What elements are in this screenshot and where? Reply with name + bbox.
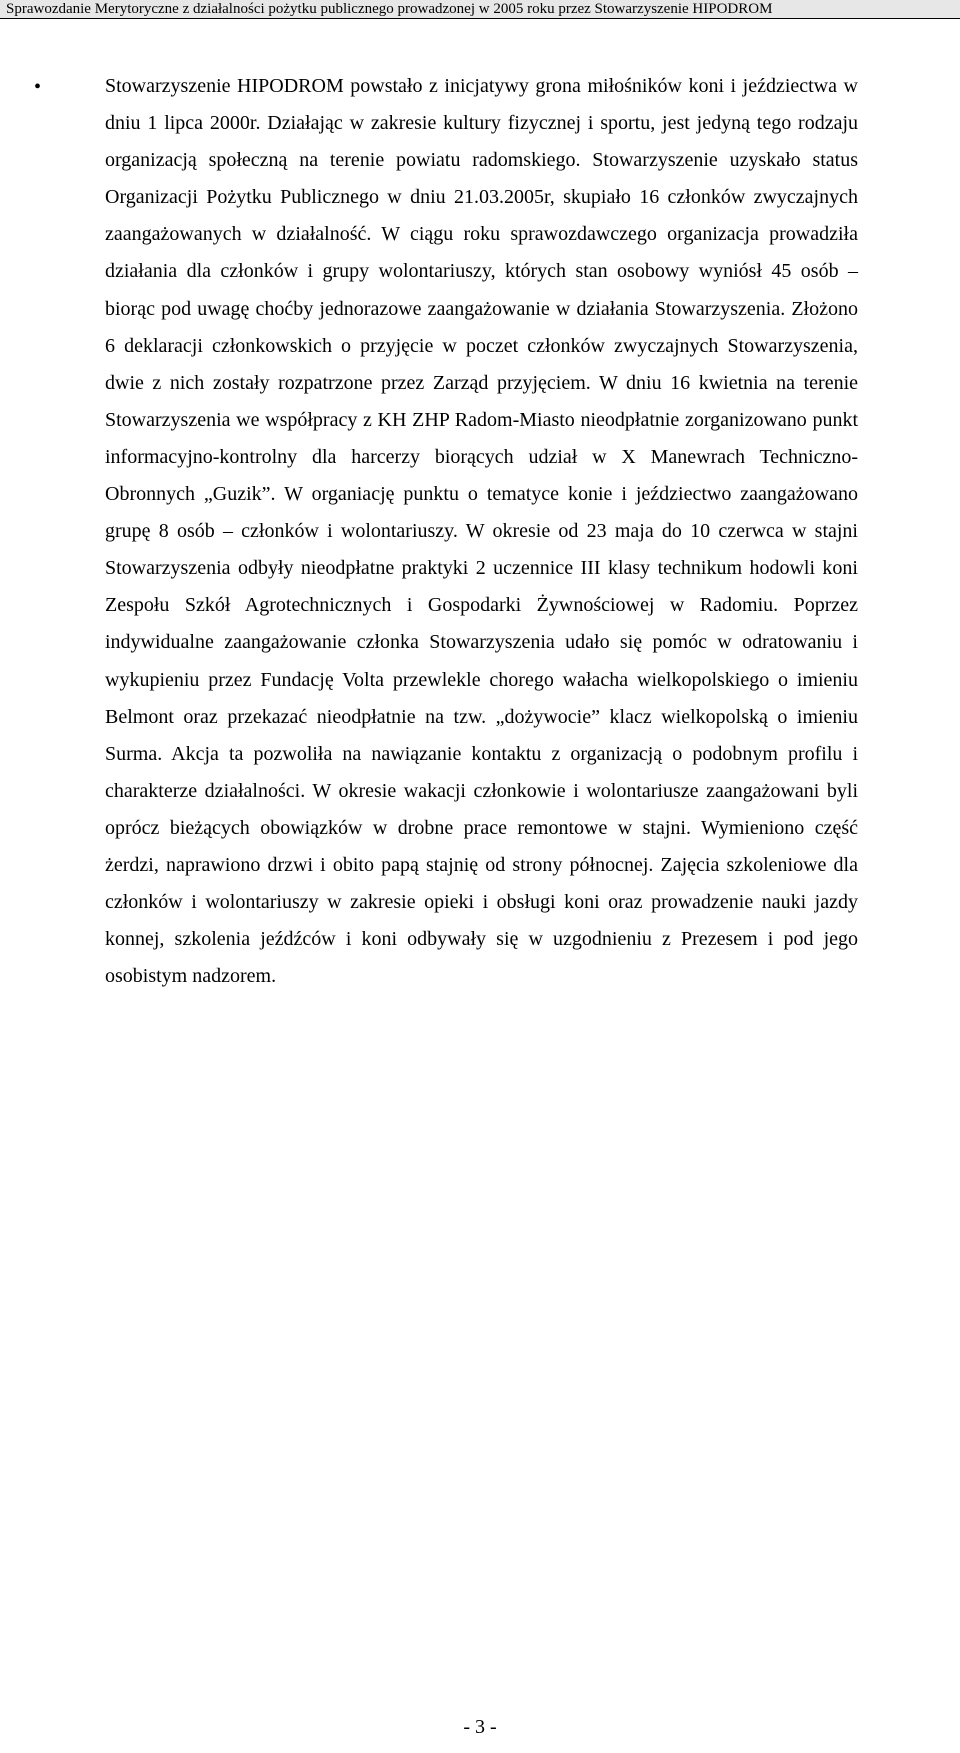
page-header-text: Sprawozdanie Merytoryczne z działalności pożytku publicznego prowadzonej w 2005 roku przez Stowarzyszenie HIPODROM xyxy=(6,1,773,17)
page-number: - 3 - xyxy=(463,1716,497,1738)
page-header xyxy=(0,0,960,19)
body-paragraph: Stowarzyszenie HIPODROM powstało z inicjatywy grona miłośników koni i jeździectwa w dniu 1 lipca 2000r. Działając w zakresie kultury fizycznej i sportu, jest jedyną tego rodzaju organizacją społeczną na terenie powiatu radomskiego. Stowarzyszenie uzyskało status Organizacji Pożytku Publicznego w dniu 21.03.2005r, skupiało 16 członków zwyczajnych zaangażowanych w działalność. W ciągu roku sprawozdawczego organizacja prowadziła działania dla członków i grupy wolontariuszy, których stan osobowy wyniósł 45 osób – biorąc pod uwagę choćby jednorazowe zaangażowanie w działania Stowarzyszenia. Złożono 6 deklaracji członkowskich o przyjęcie w poczet członków zwyczajnych Stowarzyszenia, dwie z nich zostały rozpatrzone przez Zarząd przyjęciem. W dniu 16 kwietnia na terenie Stowarzyszenia we współpracy z KH ZHP Radom-Miasto nieodpłatnie zorganizowano punkt informacyjno-kontrolny dla harcerzy biorących udział w X Manewrach Techniczno-Obronnych „Guzik”. W organiację punktu o tematyce konie i jeździectwo zaangażowano grupę 8 osób – członków i wolontariuszy. W okresie od 23 maja do 10 czerwca w stajni Stowarzyszenia odbyły nieodpłatne praktyki 2 uczennice III klasy technikum hodowli koni Zespołu Szkół Agrotechnicznych i Gospodarki Żywnościowej w Radomiu. Poprzez indywidualne zaangażowanie członka Stowarzyszenia udało się pomóc w odratowaniu i wykupieniu przez Fundację Volta przewlekle chorego wałacha wielkopolskiego o imieniu Belmont oraz przekazać nieodpłatnie na tzw. „dożywocie” klacz wielkopolską o imieniu Surma. Akcja ta pozwoliła na nawiązanie kontaktu z organizacją o podobnym profilu i charakterze działalności. W okresie wakacji członkowie i wolontariusze zaangażowani byli oprócz bieżących obowiązków w drobne prace remontowe w stajni. Wymieniono część żerdzi, naprawiono drzwi i obito papą stajnię od strony północnej. Zajęcia szkoleniowe dla członków i wolontariuszy w zakresie opieki i obsługi koni oraz prowadzenie nauki jazdy konnej, szkolenia jeźdźców i koni odbywały się w uzgodnieniu z Prezesem i pod jego osobistym nadzorem. xyxy=(105,75,858,988)
bullet-point: • xyxy=(34,76,42,98)
